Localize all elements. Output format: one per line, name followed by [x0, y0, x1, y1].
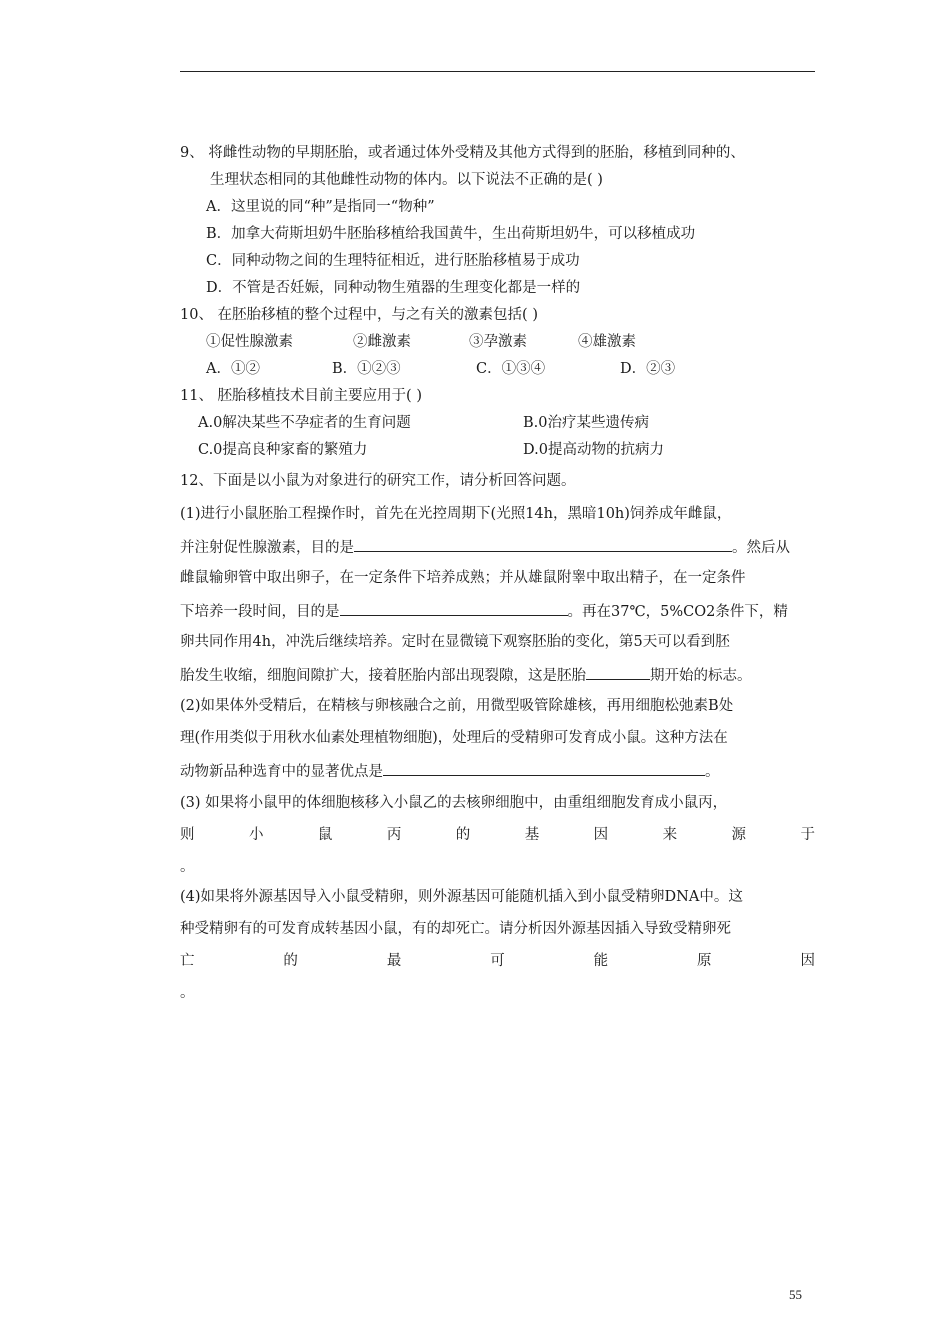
q12-p4-line4: 。: [180, 985, 195, 1001]
q12-p3-char: 来: [662, 827, 678, 843]
q10-item-2: ②雌激素: [353, 334, 411, 350]
q12-p1-line6-tail: 期开始的标志。: [650, 668, 752, 684]
q12-p4-char: 最: [386, 953, 402, 969]
q12-p4-char: 亡: [180, 953, 195, 969]
q10-option-d: D．②③: [620, 361, 676, 377]
q12-p1-line6-text: 胎发生收缩，细胞间隙扩大，接着胚胎内部出现裂隙，这是胚胎: [180, 668, 586, 684]
q12-p4-char: 因: [800, 953, 815, 969]
q12-p3-char: 鼠: [317, 827, 333, 843]
q12-stem: 12、下面是以小鼠为对象进行的研究工作，请分析回答问题。: [180, 473, 576, 489]
q10-stem: 10、 在胚胎移植的整个过程中，与之有关的激素包括( ): [180, 307, 538, 323]
q12-p3-char: 于: [800, 827, 815, 843]
q12-p3-line2[interactable]: [180, 826, 815, 844]
q9-option-b: B．加拿大荷斯坦奶牛胚胎移植给我国黄牛，生出荷斯坦奶牛，可以移植成功: [206, 226, 696, 242]
q9-stem-line2: 生理状态相同的其他雌性动物的体内。以下说法不正确的是( ): [210, 172, 603, 188]
q12-p1-line2-text: 并注射促性腺激素，目的是: [180, 540, 354, 556]
q12-p4-char: 的: [283, 953, 298, 969]
q12-p1-line2-tail: 。然后从: [732, 540, 790, 556]
q11-option-c: C.0提高良种家畜的繁殖力: [198, 442, 368, 458]
q12-p3-char: 因: [593, 827, 609, 843]
q9-option-d: D．不管是否妊娠，同种动物生殖器的生理变化都是一样的: [206, 280, 581, 296]
q12-p1-line6: [180, 665, 752, 685]
header-rule: [180, 71, 815, 72]
q12-p1-line4: [180, 601, 788, 621]
q11-option-a: A.0解决某些不孕症者的生育问题: [198, 415, 411, 431]
q12-p2-line2: 理(作用类似于用秋水仙素处理植物细胞)，处理后的受精卵可发育成小鼠。这种方法在: [180, 730, 728, 746]
q9-option-c: C．同种动物之间的生理特征相近，进行胚胎移植易于成功: [206, 253, 580, 269]
q12-p3-char: 源: [731, 827, 746, 843]
q11-option-b: B.0治疗某些遗传病: [523, 415, 649, 431]
q12-p2-line3-tail: 。: [705, 764, 720, 780]
q12-p1-line5: 卵共同作用4h，冲洗后继续培养。定时在显微镜下观察胚胎的变化，第5天可以看到胚: [180, 634, 730, 650]
q12-p3-char: 则: [180, 827, 195, 843]
q10-option-b: B．①②③: [332, 361, 401, 377]
q12-p4-char: 可: [490, 953, 505, 969]
q12-p4-line1: (4)如果将外源基因导入小鼠受精卵，则外源基因可能随机插入到小鼠受精卵DNA中。这: [180, 889, 743, 905]
q12-p1-line1: (1)进行小鼠胚胎工程操作时，首先在光控周期下(光照14h，黑暗10h)饲养成年雌鼠，: [180, 506, 732, 522]
answer-blank-4[interactable]: [383, 761, 705, 776]
answer-blank-3[interactable]: [586, 665, 650, 680]
q9-option-a: A．这里说的同“种”是指同一“物种”: [206, 199, 435, 215]
q10-option-c: C．①③④: [476, 361, 546, 377]
q12-p3-line1: (3) 如果将小鼠甲的体细胞核移入小鼠乙的去核卵细胞中，由重组细胞发育成小鼠丙，: [180, 795, 728, 811]
q12-p2-line3-text: 动物新品种选育中的显著优点是: [180, 764, 383, 780]
q12-p4-char: 能: [593, 953, 609, 969]
q11-option-d: D.0提高动物的抗病力: [523, 442, 664, 458]
q9-stem-line1: 9、 将雌性动物的早期胚胎，或者通过体外受精及其他方式得到的胚胎，移植到同种的、: [180, 145, 745, 161]
q10-item-1: ①促性腺激素: [206, 334, 293, 350]
q12-p3-char: 的: [455, 827, 471, 843]
q10-item-3: ③孕激素: [469, 334, 527, 350]
q12-p1-line4-tail: 。再在37℃，5%CO2条件下，精: [567, 604, 788, 620]
q12-p4-char: 原: [697, 953, 712, 969]
q12-p2-line1: (2)如果体外受精后，在精核与卵核融合之前，用微型吸管除雄核，再用细胞松弛素B处: [180, 698, 734, 714]
page-number: 55: [789, 1287, 802, 1302]
answer-blank-2[interactable]: [340, 601, 568, 616]
q12-p3-char: 基: [524, 827, 540, 843]
answer-blank-1[interactable]: [354, 537, 732, 552]
q12-p3-char: 丙: [386, 827, 402, 843]
q12-p4-line3[interactable]: [180, 952, 815, 970]
q12-p1-line3: 雌鼠输卵管中取出卵子，在一定条件下培养成熟；并从雄鼠附睾中取出精子，在一定条件: [180, 570, 746, 586]
q12-p2-line3: [180, 761, 720, 781]
q12-p1-line4-text: 下培养一段时间，目的是: [180, 604, 340, 620]
q12-p3-line3: 。: [180, 859, 195, 875]
q12-p4-line2: 种受精卵有的可发育成转基因小鼠，有的却死亡。请分析因外源基因插入导致受精卵死: [180, 921, 731, 937]
q12-p1-line2: [180, 537, 790, 557]
q11-stem: 11、 胚胎移植技术目前主要应用于( ): [180, 388, 422, 404]
q12-p3-char: 小: [248, 827, 264, 843]
q10-item-4: ④雄激素: [578, 334, 636, 350]
q10-option-a: A．①②: [206, 361, 260, 377]
